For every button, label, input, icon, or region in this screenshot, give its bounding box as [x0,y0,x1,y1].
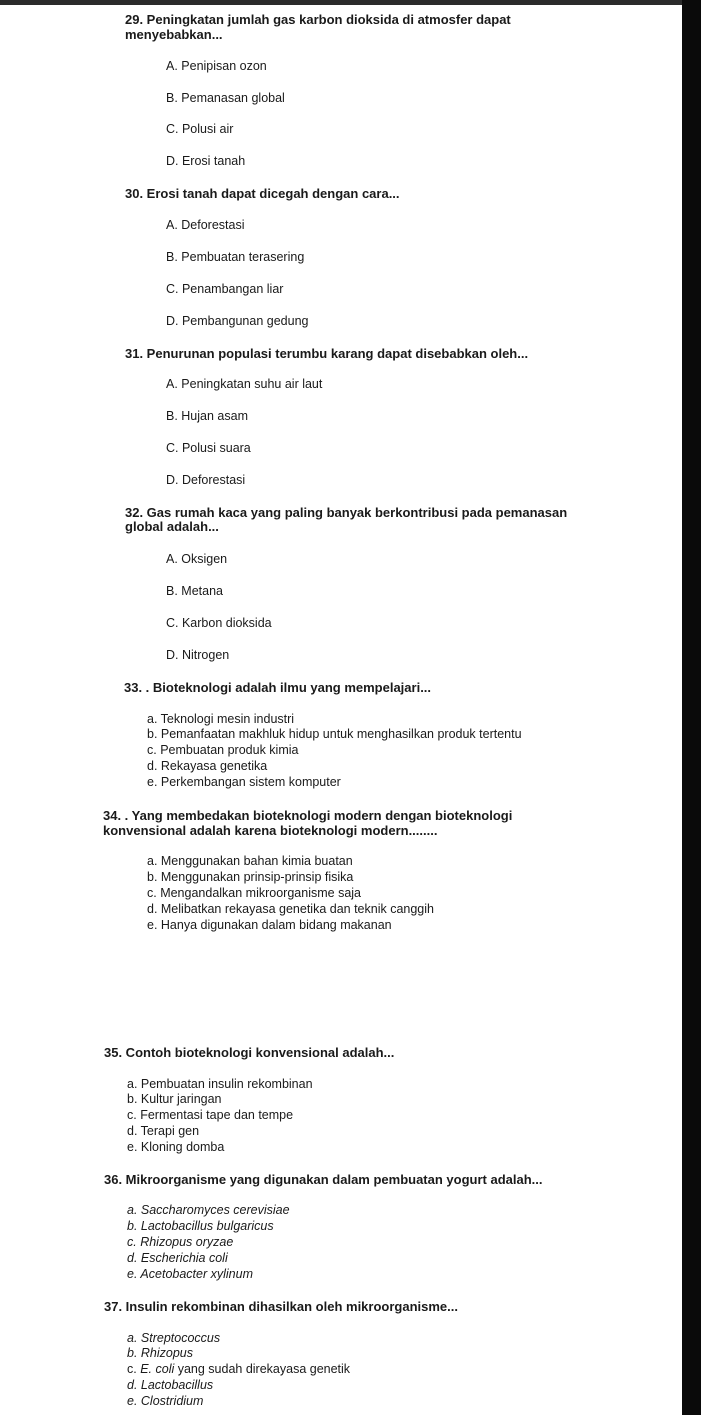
question-34-stem-line2: konvensional adalah karena bioteknologi modern........ [103,823,438,838]
question-31-option-b: B. Hujan asam [166,409,248,423]
question-34-option-a: a. Menggunakan bahan kimia buatan [147,854,353,868]
question-33-stem: 33. . Bioteknologi adalah ilmu yang mempelajari... [124,680,432,695]
question-31-option-d: D. Deforestasi [166,473,246,487]
question-29-option-d: D. Erosi tanah [166,154,246,168]
question-34-option-b: b. Menggunakan prinsip-prinsip fisika [147,870,354,884]
question-36-option-c: c. Rhizopus oryzae [127,1235,234,1249]
question-37-stem: 37. Insulin rekombinan dihasilkan oleh mikroorganisme... [104,1299,458,1314]
question-30-stem: 30. Erosi tanah dapat dicegah dengan cara... [125,186,400,201]
top-bar [0,0,701,5]
question-31-option-c: C. Polusi suara [166,441,251,455]
question-34-option-d: d. Melibatkan rekayasa genetika dan teknik canggih [147,902,434,916]
question-29-option-a: A. Penipisan ozon [166,59,267,73]
question-31-option-a: A. Peningkatan suhu air laut [166,377,323,391]
question-37-option-e: e. Clostridium [127,1394,204,1408]
question-29-stem-line2: menyebabkan... [125,27,223,42]
right-edge-bar [682,0,701,1415]
question-33-option-a: a. Teknologi mesin industri [147,712,295,726]
question-34-option-e: e. Hanya digunakan dalam bidang makanan [147,918,392,932]
question-34-stem-line1: 34. . Yang membedakan bioteknologi modern dengan bioteknologi [103,808,513,823]
question-32-option-c: C. Karbon dioksida [166,616,272,630]
question-33-option-c: c. Pembuatan produk kimia [147,743,299,757]
question-35-option-d: d. Terapi gen [127,1124,200,1138]
question-29-stem-line1: 29. Peningkatan jumlah gas karbon dioksida di atmosfer dapat [125,12,511,27]
question-36-option-d: d. Escherichia coli [127,1251,228,1265]
question-37-option-c [127,1362,350,1377]
question-32-stem-line1: 32. Gas rumah kaca yang paling banyak berkontribusi pada pemanasan [125,505,568,520]
question-36-option-a: a. Saccharomyces cerevisiae [127,1203,290,1217]
question-36-stem: 36. Mikroorganisme yang digunakan dalam pembuatan yogurt adalah... [104,1172,543,1187]
question-37-option-c-prefix: c. [127,1362,141,1376]
question-30-option-b: B. Pembuatan terasering [166,250,305,264]
question-34-option-c: c. Mengandalkan mikroorganisme saja [147,886,361,900]
question-30-option-c: C. Penambangan liar [166,282,284,296]
question-37-option-a: a. Streptococcus [127,1331,221,1345]
question-35-stem: 35. Contoh bioteknologi konvensional adalah... [104,1045,395,1060]
question-36-option-b: b. Lactobacillus bulgaricus [127,1219,274,1233]
question-29-option-c: C. Polusi air [166,122,234,136]
question-32-stem-line2: global adalah... [125,519,219,534]
question-32-option-a: A. Oksigen [166,552,228,566]
question-37-option-b: b. Rhizopus [127,1346,194,1360]
question-37-option-c-organism: E. coli [140,1362,175,1376]
question-35-option-e: e. Kloning domba [127,1140,225,1154]
question-33-option-b: b. Pemanfaatan makhluk hidup untuk menghasilkan produk tertentu [147,727,522,741]
question-35-option-c: c. Fermentasi tape dan tempe [127,1108,294,1122]
question-30-option-d: D. Pembangunan gedung [166,314,309,328]
question-32-option-d: D. Nitrogen [166,648,230,662]
question-30-option-a: A. Deforestasi [166,218,245,232]
question-37-option-c-suffix: yang sudah direkayasa genetik [174,1362,351,1376]
question-29-option-b: B. Pemanasan global [166,91,285,105]
question-37-option-d: d. Lactobacillus [127,1378,214,1392]
question-32-option-b: B. Metana [166,584,223,598]
question-33-option-d: d. Rekayasa genetika [147,759,268,773]
question-33-option-e: e. Perkembangan sistem komputer [147,775,341,789]
question-35-option-a: a. Pembuatan insulin rekombinan [127,1077,313,1091]
question-36-option-e: e. Acetobacter xylinum [127,1267,253,1281]
question-31-stem: 31. Penurunan populasi terumbu karang dapat disebabkan oleh... [125,346,529,361]
question-35-option-b: b. Kultur jaringan [127,1092,222,1106]
